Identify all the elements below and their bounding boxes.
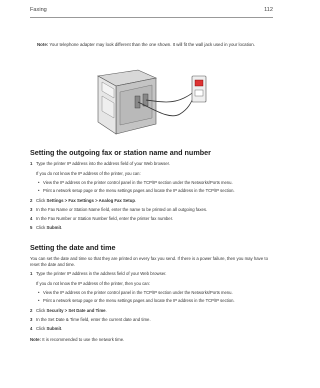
header-rule [30,17,273,18]
submit-label: Submit [46,225,62,230]
header-page-number: 112 [264,7,273,13]
menu-path: Settings > Fax Settings > Analog Fax Setup [46,198,135,203]
submit-label: Submit [46,326,62,331]
section-title-date-time: Setting the date and time [30,243,116,252]
page-header [30,7,273,19]
printer-phone-adapter-illustration [80,62,230,142]
note-adapter [37,42,267,48]
ip-hint: If you do not know the IP address of the printer, then you can: [36,281,150,286]
note-label: Note: [30,337,41,342]
note-text: Your telephone adapter may look different than the one shown. It will fit the wall jack used in your location. [49,42,255,47]
section-title-fax-name: Setting the outgoing fax or station name and number [30,148,211,157]
header-section: Faxing [30,7,47,13]
ip-hint: If you do not know the IP address of the printer, you can: [36,171,141,176]
date-time-intro: You can set the date and time so that they are printed on every fax you send. If there is a power failure, then you may have to reset the date and time. [30,256,268,267]
note-label: Note: [37,42,49,47]
menu-path: Security > Set Date and Time [46,308,106,313]
wall-jack-icon [192,76,206,102]
note-network-time [30,337,270,343]
printer-icon [98,70,156,134]
note-text: It is recommended to use the network time. [42,337,125,342]
